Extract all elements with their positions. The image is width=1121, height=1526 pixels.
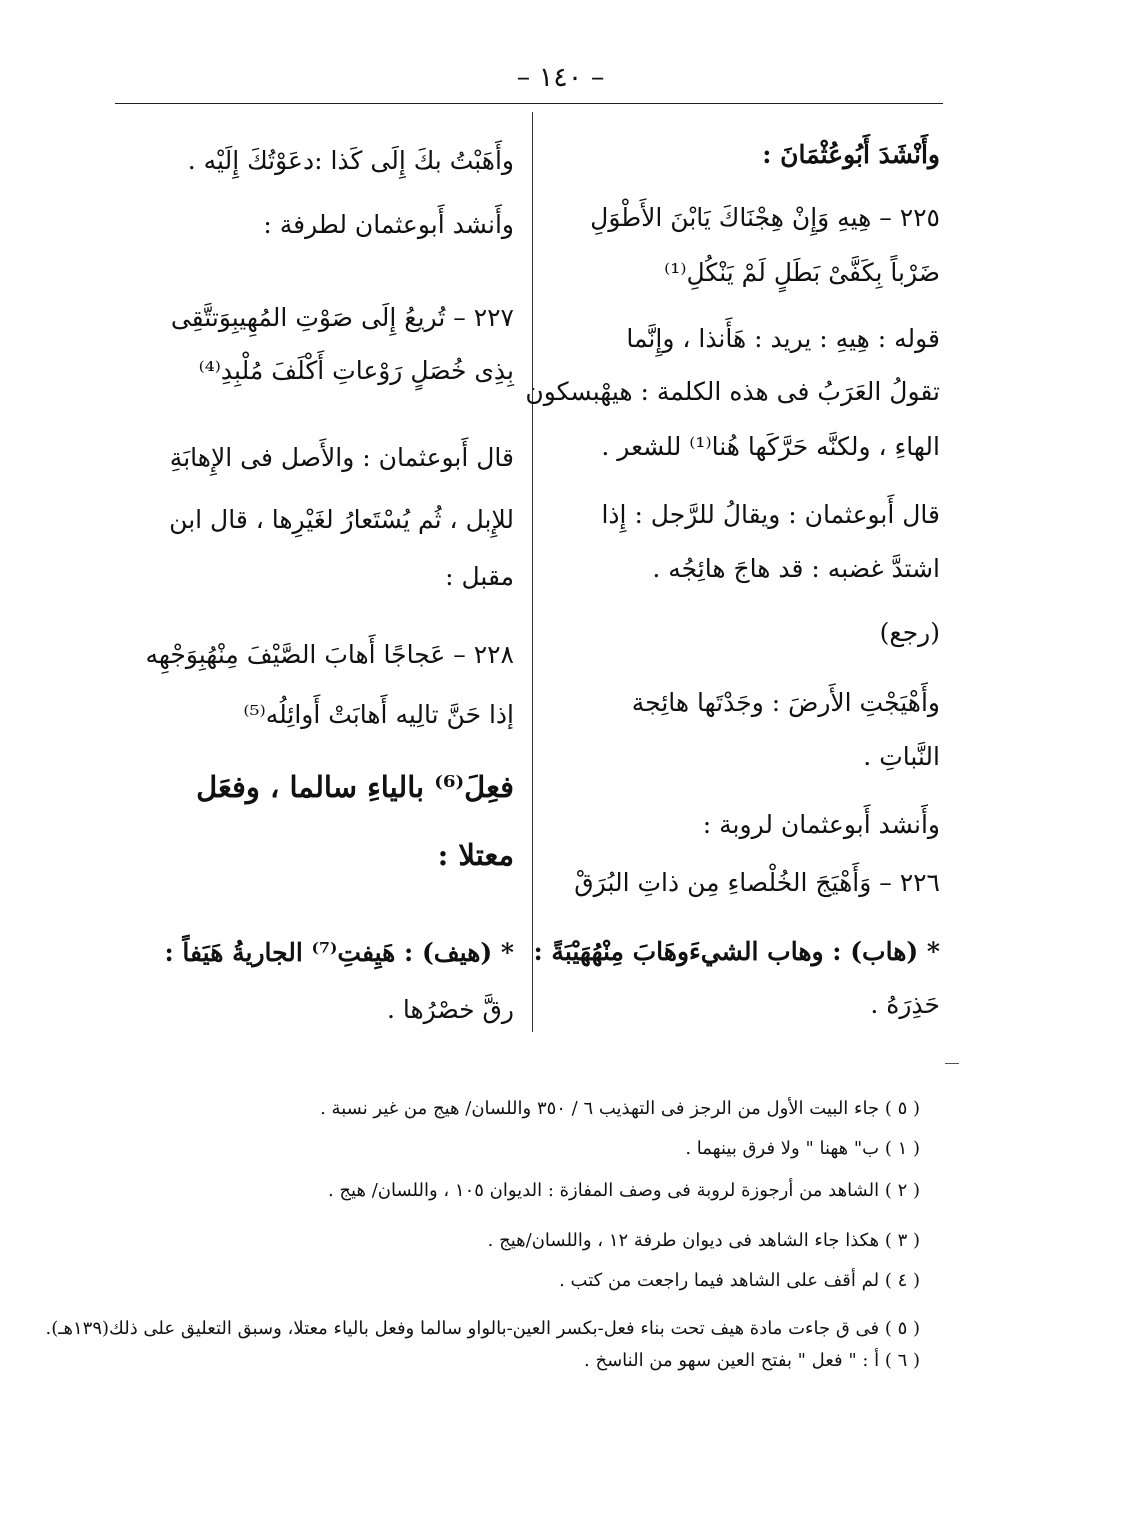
text-line: وأَنْشَدَ أَبُوعُثْمَانَ : bbox=[762, 140, 940, 169]
verse-line: ٢٢٦ – وَأَهْيَجَ الخُلْصاءِ مِن ذاتِ البُرَقْ bbox=[574, 868, 940, 897]
footnote: ( ٣ ) هكذا جاء الشاهد فى ديوان طرفة ١٢ ، واللسان/هيج . bbox=[487, 1230, 920, 1251]
footnote: ( ٢ ) الشاهد من أرجوزة لروبة فى وصف المفازة : الديوان ١٠٥ ، واللسان/ هيج . bbox=[327, 1180, 920, 1201]
verse-line: ٢٢٧ – تُريعُ إِلَى صَوْتِ المُهِيبِوَتتَّقِى bbox=[170, 303, 514, 332]
verse-line: ضَرْباً بِكَفَّىْ بَطَلٍ لَمْ يَنْكُلِ⁽¹⁾ bbox=[664, 258, 940, 287]
footnote: ( ٥ ) جاء البيت الأول من الرجز فى التهذيب ٦ / ٣٥٠ واللسان/ هيج من غير نسبة . bbox=[320, 1098, 920, 1119]
footnote: ( ٤ ) لم أقف على الشاهد فيما راجعت من كتب . bbox=[559, 1270, 920, 1291]
text-line: تقولُ العَرَبُ فى هذه الكلمة : هيهْبسكون bbox=[525, 377, 940, 406]
text-line: وأَنشد أَبوعثمان لطرفة : bbox=[263, 210, 514, 239]
footnote: ( ٦ ) أ : " فعل " بفتح العين سهو من الناسخ . bbox=[584, 1350, 920, 1371]
text-line: الهاءِ ، ولكنَّه حَرَّكَها هُنا⁽¹⁾ للشعر . bbox=[601, 432, 940, 461]
entry-heading: * (هاب) : وهاب الشيءَوهَابَ مِنْهُهَيْبَةً : bbox=[533, 937, 940, 966]
text-line: قال أَبوعثمان : ويقالُ للرَّجل : إِذا bbox=[601, 500, 940, 529]
footnote: ( ٥ ) فى ق جاءت مادة هيف تحت بناء فعل-بكسر العين-بالواو سالما وفعل بالياء معتلا، وسبق التعليق على ذلك(١٣٩هـ). bbox=[45, 1318, 920, 1339]
text-line: للإِبل ، ثُم يُسْتَعارُ لغَيْرِها ، قال ابن bbox=[169, 505, 514, 534]
text-line: وأَهَبْتُ بكَ إِلَى كَذا :دعَوْتُكَ إِلَيْه . bbox=[187, 146, 514, 175]
verse-line: بِذِى خُصَلٍ رَوْعاتِ أَكْلَفَ مُلْبِدِ⁽⁴⁾ bbox=[198, 356, 514, 385]
footnote-rule bbox=[945, 1063, 959, 1064]
verse-line: ٢٢٥ – هِيهِ وَإِنْ هِجْنَاكَ يَابْنَ الأَطْوَلِ bbox=[590, 203, 940, 232]
text-line: قال أَبوعثمان : والأَصل فى الإِهابَةِ bbox=[169, 443, 514, 472]
text-line: فعِلَ⁽⁶⁾ بالياءِ سالما ، وفعَل bbox=[196, 770, 514, 804]
footnote: ( ١ ) ب" ههنا " ولا فرق بينهما . bbox=[685, 1138, 920, 1159]
verse-line: ٢٢٨ – عَجاجًا أَهابَ الصَّيْفَ مِنْهُبِوَجْهِه bbox=[145, 640, 514, 669]
section-label: (رجع) bbox=[879, 618, 940, 647]
right-column bbox=[525, 0, 940, 1060]
page-number: – ١٤٠ – bbox=[516, 62, 605, 93]
text-line: وأَنشد أَبوعثمان لروبة : bbox=[702, 810, 940, 839]
text-line: النَّباتِ . bbox=[863, 742, 940, 771]
text-line: قوله : هِيهِ : يريد : هَأَنذا ، وإِنَّما bbox=[626, 324, 940, 353]
entry-heading: * (هيف) : هَيِفتِ⁽⁷⁾ الجاريةُ هَيَفاً : bbox=[164, 938, 514, 967]
verse-line: إذا حَنَّ تالِيه أَهابَتْ أَوائِلُه⁽⁵⁾ bbox=[243, 700, 514, 729]
text-line: اشتدَّ غضبه : قد هاجَ هائِجُه . bbox=[652, 554, 940, 583]
text-line: معتلا : bbox=[437, 838, 514, 872]
text-line: وأَهْيَجْتِ الأَرضَ : وجَدْتَها هائِجة bbox=[631, 688, 940, 717]
text-line: مقبل : bbox=[445, 562, 514, 591]
column-divider bbox=[532, 112, 533, 1032]
text-line: رقَّ خصْرُها . bbox=[386, 995, 514, 1024]
text-line: حَذِرَهُ . bbox=[870, 990, 940, 1019]
left-column bbox=[120, 0, 514, 1060]
